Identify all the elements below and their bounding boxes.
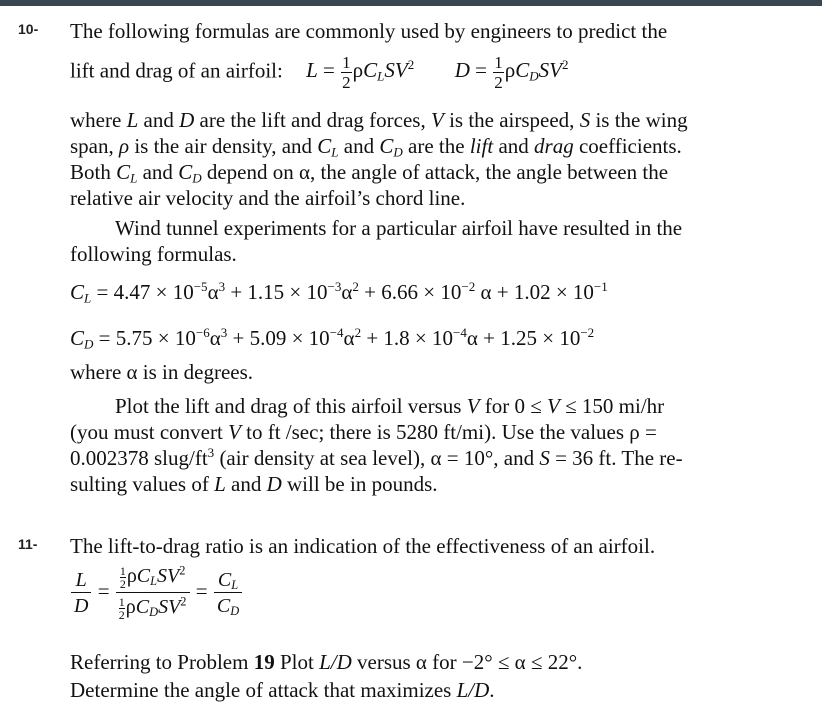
plot-line-3: 0.002378 slug/$ft^3$ (air density at sea level), α = 10°, and S = 36 ft. The re- xyxy=(70,445,683,470)
drag-equation: D = $\frac{1}{2}$ $\rho C_DSV^2$ xyxy=(454,53,569,92)
plot-line-1: Plot the lift and drag of this airfoil versus V for 0 ≤ V ≤ 150 mi/hr xyxy=(115,394,665,418)
plot-line-4: sulting values of L and D will be in pounds. xyxy=(70,472,438,496)
where-line-4: relative air velocity and the airfoil’s chord line. xyxy=(70,186,466,210)
wind-tunnel-line-1: Wind tunnel experiments for a particular airfoil have resulted in the xyxy=(115,216,683,240)
top-border-bar xyxy=(0,0,822,6)
lift-drag-formulas-line xyxy=(70,54,568,91)
lift-to-drag-ratio-equation: $\frac{L}{D}$ = $\frac{1}{2}$ $\rho C_LSV^2$ $\frac{1}{2}$ $\rho C_DSV^2$ = $\frac{C_L}{C_D}$ xyxy=(70,565,243,621)
degrees-line: where α is in degrees. xyxy=(70,360,254,384)
problem-11-number: 11- xyxy=(18,536,38,552)
plot-line-2: (you must convert V to ft /sec; there is 5280 ft/mi). Use the values ρ = xyxy=(70,420,657,444)
lift-drag-lead: lift and drag of an airfoil: xyxy=(70,58,283,83)
referring-line: Referring to Problem 19 Plot L/D versus α for −2° ≤ α ≤ 22°. xyxy=(70,650,583,674)
where-line-3: Both $C_L$ and $C_D$ depend on α, the angle of attack, the angle between the xyxy=(70,160,669,186)
cd-equation: $C_D = 5.75 \times 10^{-6}\alpha^3 + 5.09 \times 10^{-4}\alpha^2 + 1.8 \times 10^{-4}\alpha + 1.25 \times 10^{-2}$ xyxy=(70,325,595,352)
where-line-2: span, ρ is the air density, and $C_L$ and $C_D$ are the lift and drag coefficients. xyxy=(70,134,682,160)
cl-equation: $C_L = 4.47 \times 10^{-5}\alpha^3 + 1.15 \times 10^{-3}\alpha^2 + 6.66 \times 10^{-2}$ $\alpha + 1.02 \times 10^{-1}$ xyxy=(70,279,608,306)
problem-10-number: 10- xyxy=(18,21,39,37)
problem-10-intro: The following formulas are commonly used by engineers to predict the xyxy=(70,19,668,43)
problem-11-intro: The lift-to-drag ratio is an indication of the effectiveness of an airfoil. xyxy=(70,534,656,558)
determine-line: Determine the angle of attack that maximizes L/D. xyxy=(70,678,495,702)
lift-equation: L = $\frac{1}{2}$ $\rho C_LSV^2$ xyxy=(306,53,415,92)
wind-tunnel-line-2: following formulas. xyxy=(70,242,237,266)
where-line-1: where L and D are the lift and drag forces, V is the airspeed, S is the wing xyxy=(70,108,688,132)
